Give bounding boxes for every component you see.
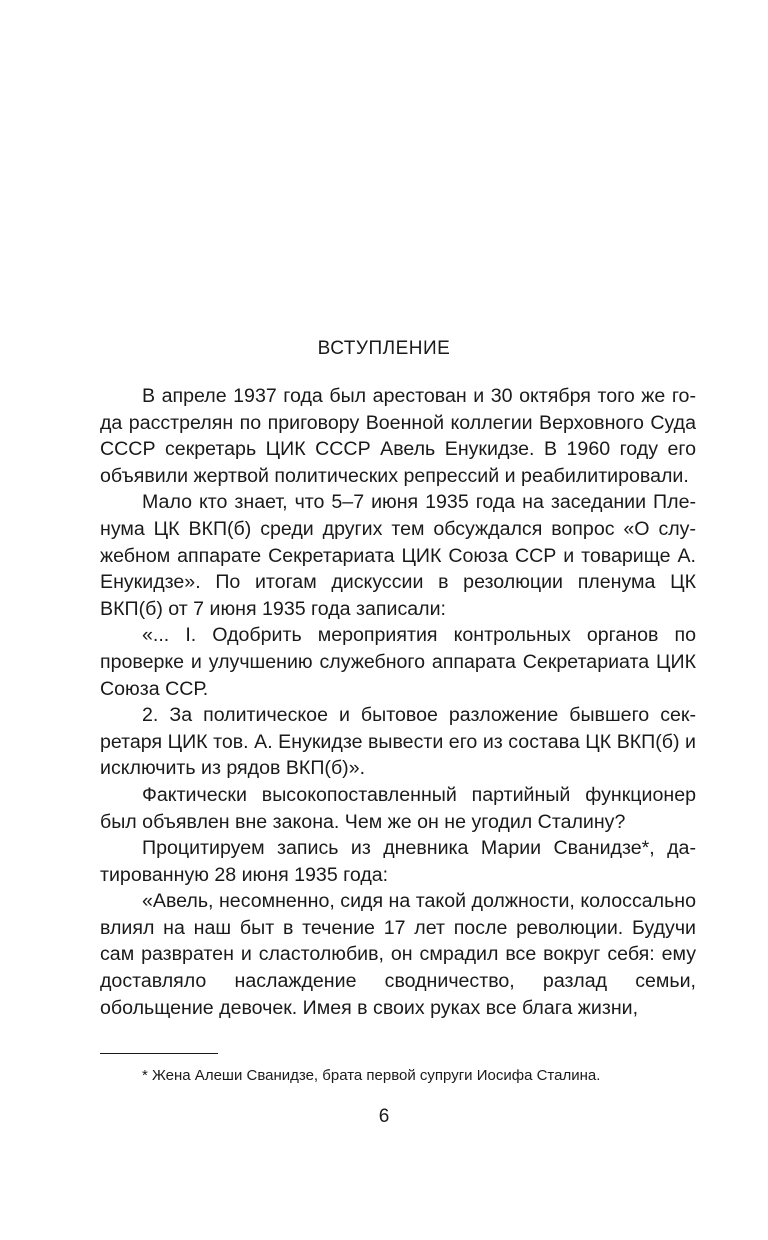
paragraph: В апреле 1937 года был арестован и 30 октября того же года расстрелян по приговору Военной коллегии Верховного Суда СССР секретарь ЦИК СССР Авель Енукидзе. В 1960 году его объявили жертвой политических репрессий и реабилитировали. [100, 385, 696, 487]
paragraph: Мало кто знает, что 5–7 июня 1935 года на заседании Пленума ЦК ВКП(б) среди других тем обсуждался вопрос «О служебном аппарате Секретариата ЦИК Союза ССР и товарище А. Енукидзе». По итогам дискуссии в резолюции пленума ЦК ВКП(б) от 7 июня 1935 года записали: [100, 491, 696, 620]
paragraph: «... I. Одобрить мероприятия контрольных органов по проверке и улучшению служебного аппарата Секретариата ЦИК Союза ССР. [100, 624, 696, 700]
paragraph: «Авель, несомненно, сидя на такой должности, колоссально влиял на наш быт в течение 17 лет после революции. Будучи сам развратен и сластолюбив, он смрадил все вокруг себя: ему доставляло наслаждение сводничество, разлад семьи, обольщение девочек. Имея в своих руках все блага жизни, [100, 890, 696, 1019]
footnote: * Жена Алеши Сванидзе, брата первой супруги Иосифа Сталина. [142, 1067, 601, 1084]
body-text [100, 383, 696, 1021]
footnote-divider [100, 1053, 218, 1054]
page-number: 6 [378, 1106, 390, 1127]
paragraph: 2. За политическое и бытовое разложение бывшего секретаря ЦИК тов. А. Енукидзе вывести его из состава ЦК ВКП(б) и исключить из рядов ВКП(б)». [100, 704, 696, 780]
chapter-title: ВСТУПЛЕНИЕ [317, 338, 451, 359]
paragraph: Процитируем запись из дневника Марии Сванидзе*, датированную 28 июня 1935 года: [100, 837, 696, 886]
paragraph: Фактически высокопоставленный партийный функционер был объявлен вне закона. Чем же он не угодил Сталину? [100, 783, 696, 833]
